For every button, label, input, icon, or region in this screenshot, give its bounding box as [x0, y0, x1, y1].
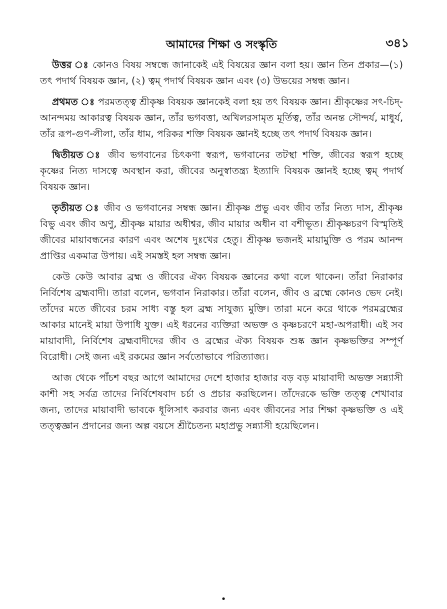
paragraph-brahmavada — [40, 270, 403, 366]
paragraph-text: জীব ভগবানের চিৎকণা স্বরূপ, ভগবানের তটস্থা শক্তি, জীবের স্বরূপ হচ্ছে কৃষ্ণের নিত্য দাসত্বে অবস্থান করা, জীবের অনুস্বাতন্ত্র্য ইত্যাদি বিষয়ক জ্ঞানই হচ্ছে ত্বম্‌ পদার্থ বিষয়ক জ্ঞান। — [40, 150, 403, 193]
paragraph-label: দ্বিতীয়ত ঃ — [52, 150, 103, 161]
paragraph-label: তৃতীয়ত ঃ — [52, 203, 100, 214]
paragraph-text: কোনও বিষয় সম্বন্ধে জানাকেই এই বিষয়ের জ্ঞান বলা হয়। জ্ঞান তিন প্রকার—(১) তৎ পদার্থ বিষয়ক জ্ঞান, (২) ত্বম্‌ পদার্থ বিষয়ক জ্ঞান এবং (৩) উভয়ের সম্বন্ধ জ্ঞান। — [40, 60, 404, 87]
paragraph-answer — [40, 58, 403, 90]
paragraph-first — [40, 95, 403, 143]
paragraph-third — [40, 201, 403, 265]
paragraph-text: কেউ কেউ আবার ব্রহ্ম ও জীবের ঐক্য বিষয়ক জ্ঞানের কথা বলে থাকেন। তাঁরা নিরাকার নির্বিশেষ ব্রহ্মবাদী। তারা বলেন, ভগবান নিরাকার। তাঁরা বলেন, জীব ও ব্রহ্মে কোনও ভেদ নেই। তাঁদের মতে জীবের চরম সাধ্য বস্তু হল ব্রহ্ম সাযুজ্য মুক্তি। তারা মনে করে থাকে পরমব্রহ্মের আকার মানেই মায়া উপাধি যুক্ত। এই ধরনের ব্যক্তিরা অভক্ত ও কৃষ্ণচরণে মহা-অপরাধী। এই সব মায়াবাদী, নির্বিশেষ ব্রহ্মবাদীদের জীব ও ব্রহ্মের ঐক্য বিষয়ক শুষ্ক জ্ঞান কৃষ্ণভক্তির সম্পূর্ণ বিরোধী। সেই জন্য এই রকমের জ্ঞান সর্বতোভাবে পরিত্যাজ্য। — [40, 272, 403, 363]
paragraph-label: উত্তর ঃ — [52, 60, 89, 71]
paragraph-text: জীব ও ভগবানের সম্বন্ধ জ্ঞান। শ্রীকৃষ্ণ প্রভু এবং জীব তাঁর নিত্য দাস, শ্রীকৃষ্ণ বিভু এবং জীব অণু, শ্রীকৃষ্ণ মায়ার অধীশ্বর, জীব মায়ার অধীন বা বশীভূত। শ্রীকৃষ্ণচরণ বিস্মৃতিই জীবের মায়াবন্ধনের কারণ এবং অশেষ দুঃখের হেতু। শ্রীকৃষ্ণ ভজনই মায়ামুক্তি ও পরম আনন্দ প্রাপ্তির একমাত্র উপায়। এই সমস্তই হল সম্বন্ধ জ্ঞান। — [40, 203, 404, 262]
paragraph-history — [40, 371, 403, 435]
paragraph-text: পরমতত্ত্ব শ্রীকৃষ্ণ বিষয়ক জ্ঞানকেই বলা হয় তৎ বিষয়ক জ্ঞান। শ্রীকৃষ্ণের সৎ-চিদ্‌-আনন্দময় আকারত্ব বিষয়ক জ্ঞান, তাঁর ভগবত্তা, অখিলরসামৃত মূর্তিত্ব, তাঁর অনন্ত সৌন্দর্য, মাধুর্য, তাঁর রূপ-গুণ-লীলা, তাঁর ধাম, পরিকর শক্তি বিষয়ক জ্ঞানই হচ্ছে তৎ পদার্থ বিষয়ক জ্ঞান। — [40, 97, 403, 140]
page-number: ৩৪১ — [385, 36, 409, 50]
running-title: আমাদের শিক্ষা ও সংস্কৃতি — [165, 38, 278, 51]
paragraph-text: আজ থেকে পাঁচশ বছর আগে আমাদের দেশে হাজার হাজার বড় বড় মায়াবাদী অভক্ত সন্ন্যাসী কাশী সহ সর্বত্র তাদের নির্বিশেষবাদ চর্চা ও প্রচার করছিলেন। তাঁদেরকে ভক্তি তত্ত্ব শেখাবার জন্য, তাদের মায়াবাদী ভাবকে ধূলিসাৎ করবার জন্য এবং জীবনের সার শিক্ষা কৃষ্ণভক্তি ও এই তত্ত্বজ্ঞান প্রদানের জন্য অল্প বয়সে শ্রীচৈতন্য মহাপ্রভু সন্ন্যাসী হয়েছিলেন। — [40, 373, 403, 432]
paragraph-label: প্রথমত ঃ — [52, 97, 95, 108]
page-header — [40, 0, 409, 58]
paragraph-second — [40, 148, 403, 196]
section-separator-mark: • — [220, 595, 227, 605]
body-text — [40, 58, 403, 435]
